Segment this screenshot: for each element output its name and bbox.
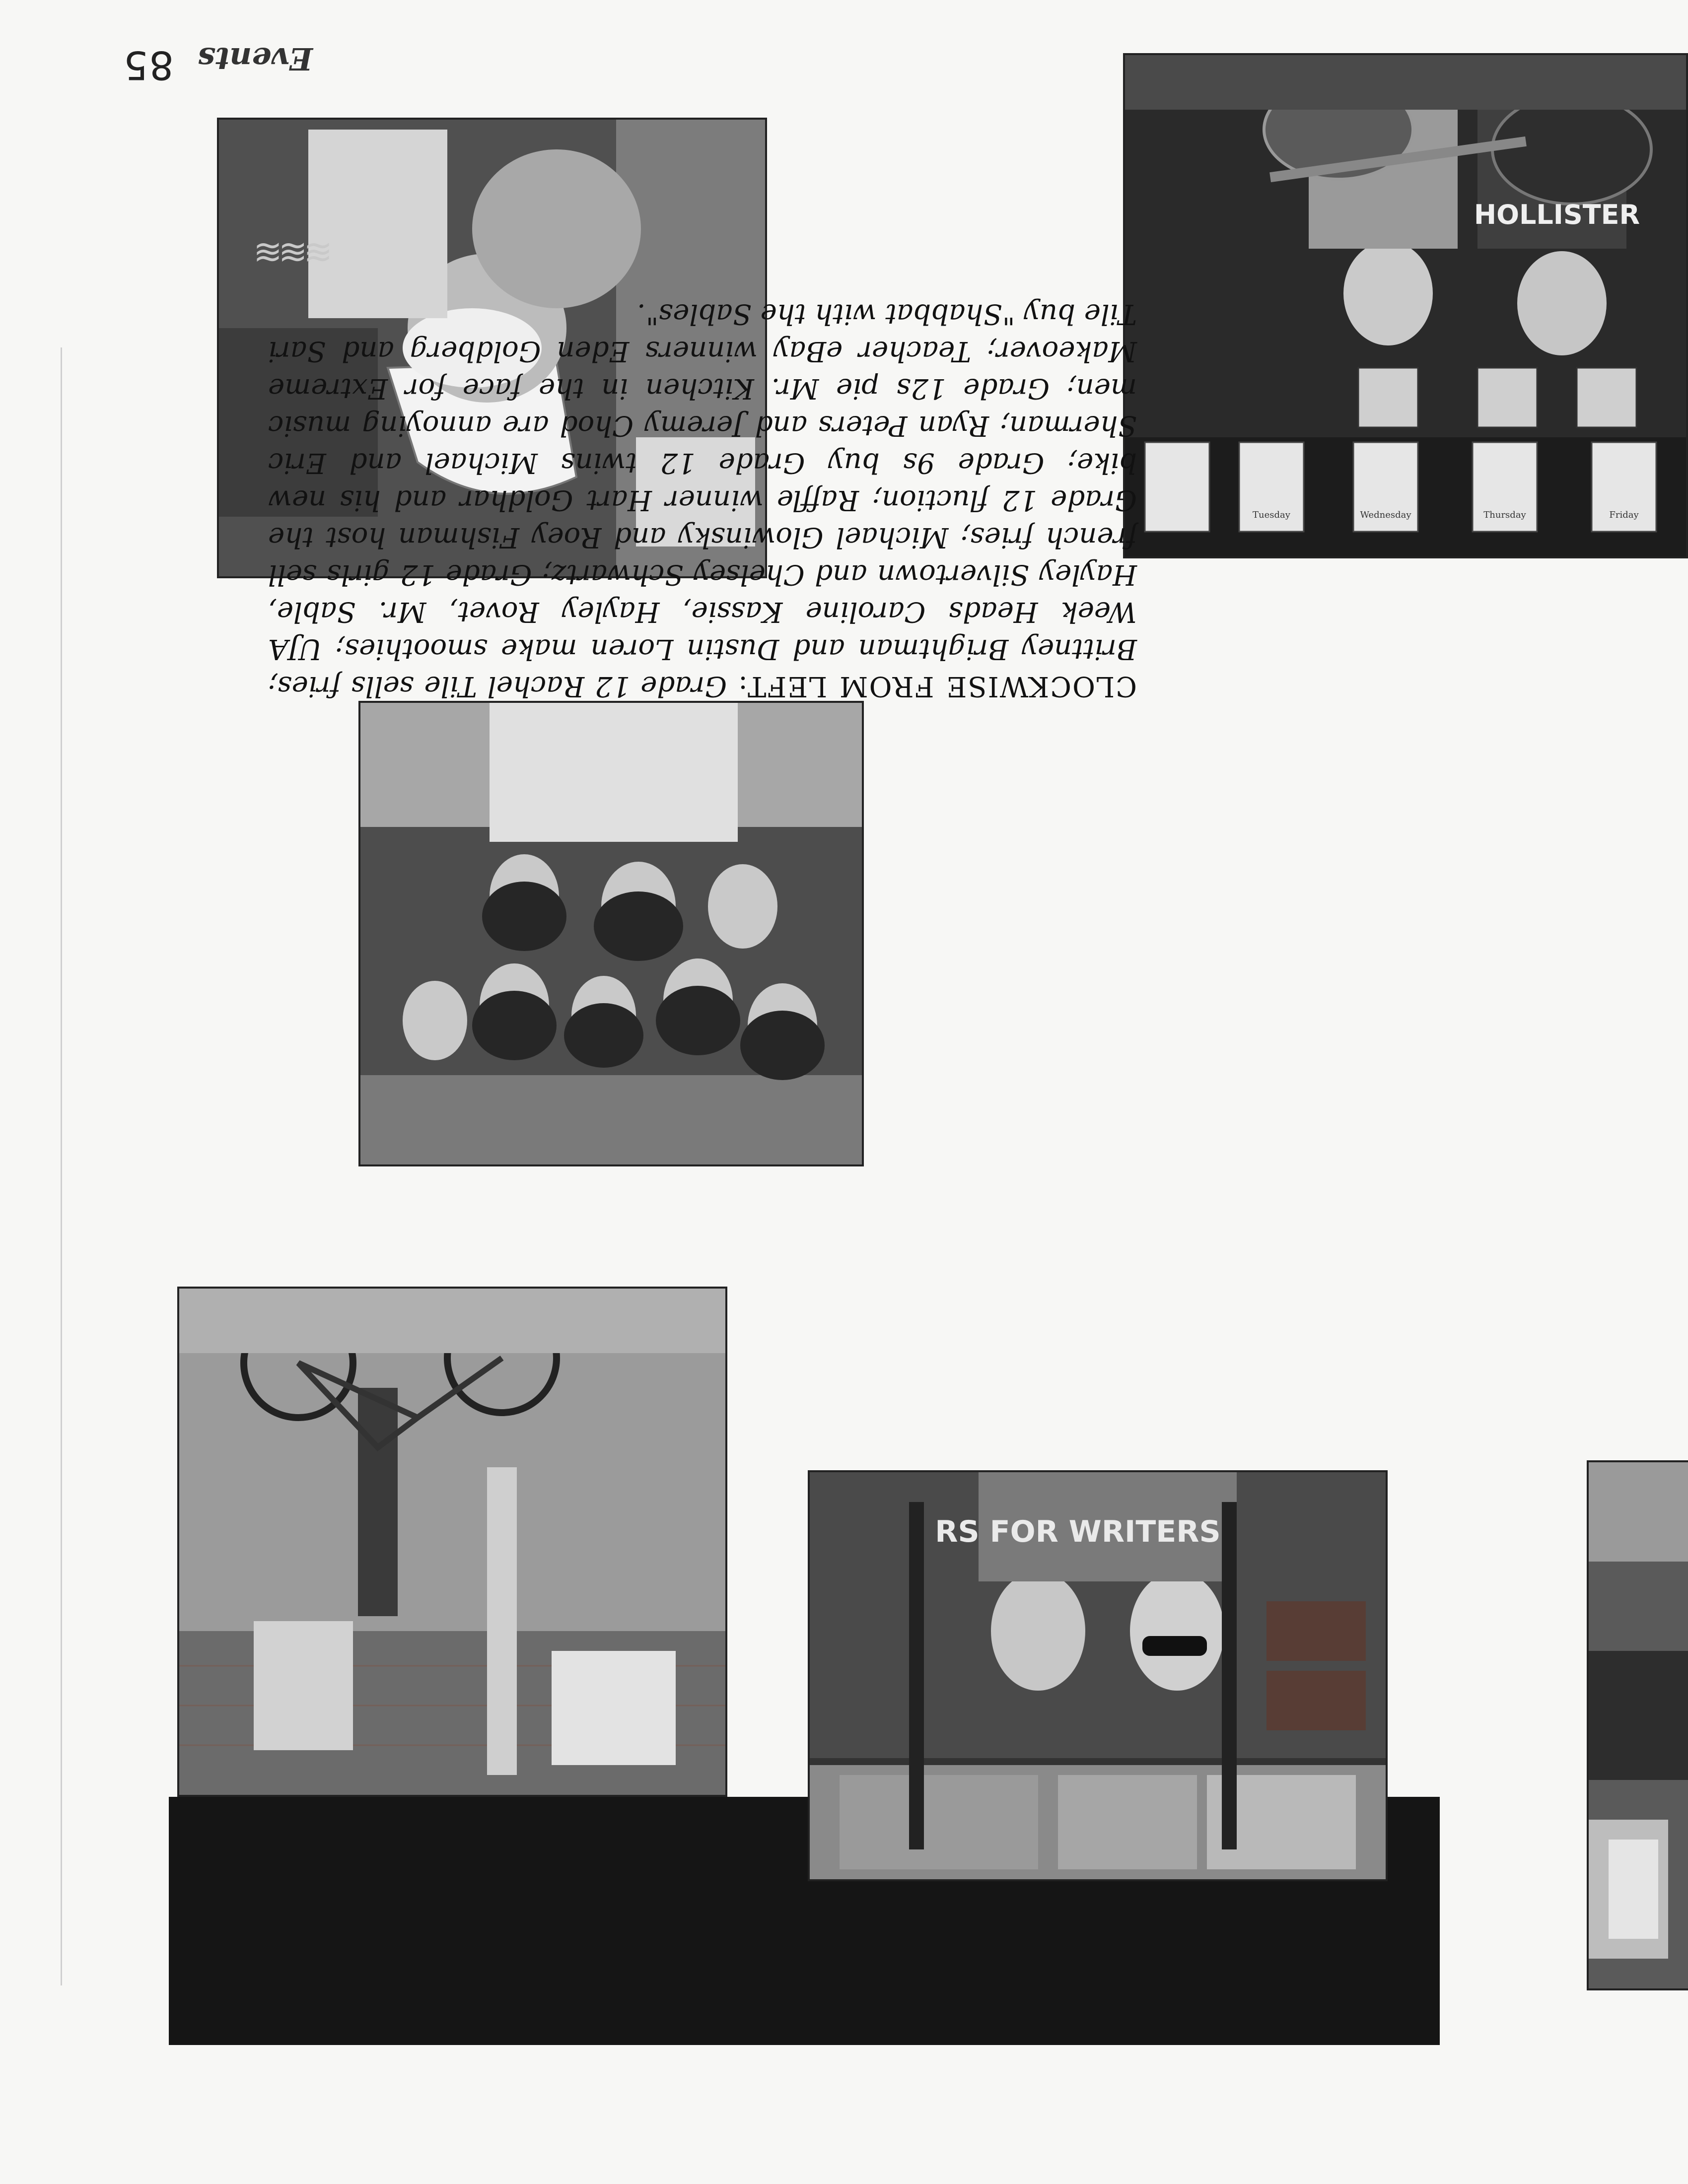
photo-caption xyxy=(268,295,1137,705)
music-sign-label-1: Thursday xyxy=(1483,510,1526,520)
page-number: 85 xyxy=(122,42,174,87)
photo-edge-cut xyxy=(1587,1460,1688,1990)
photo-music xyxy=(1123,53,1688,558)
music-sweatshirt-text: HOLLISTER xyxy=(1474,199,1640,230)
photo-twins xyxy=(808,1470,1388,1881)
caption-body: Grade 12 Rachel Tile sells fries; Brittney Brightman and Dustin Loren make smoothies; UJA Week Heads Caroline Kassie, Hayley Rovet, Mr. Sable, Hayley Silvertown and Chelsey Schwartz; Grade 12 girls sell french fries; Michael Glowinsky and Roey Fishman host the Grade 12 fluction; Raffle winner Hart Goldhar and his new bike; Grade 9s buy Grade 12 twins Michael and Eric Sherman; Ryan Peters and Jeremy Chod are annoying music men; Grade 12s pie Mr. Kitchen in the face for Extreme Makeover; Teacher eBay winners Eden Goldberg and Sari Tile buy "Shabbat with the Sables". xyxy=(268,298,1137,702)
music-sign-label-0: Friday xyxy=(1609,510,1639,520)
scan-smudge: ≋≋≋ xyxy=(257,232,333,273)
section-name: Events xyxy=(198,41,313,77)
music-sign-label-3: Tuesday xyxy=(1253,510,1290,520)
photo-bike xyxy=(177,1287,727,1797)
twins-shirt-text: RS FOR WRITERS xyxy=(935,1514,1221,1549)
photo-group xyxy=(358,701,864,1166)
scan-margin-line xyxy=(61,347,62,1985)
caption-lead: CLOCKWISE FROM LEFT: xyxy=(737,670,1137,702)
music-sign-label-2: Wednesday xyxy=(1360,510,1411,520)
